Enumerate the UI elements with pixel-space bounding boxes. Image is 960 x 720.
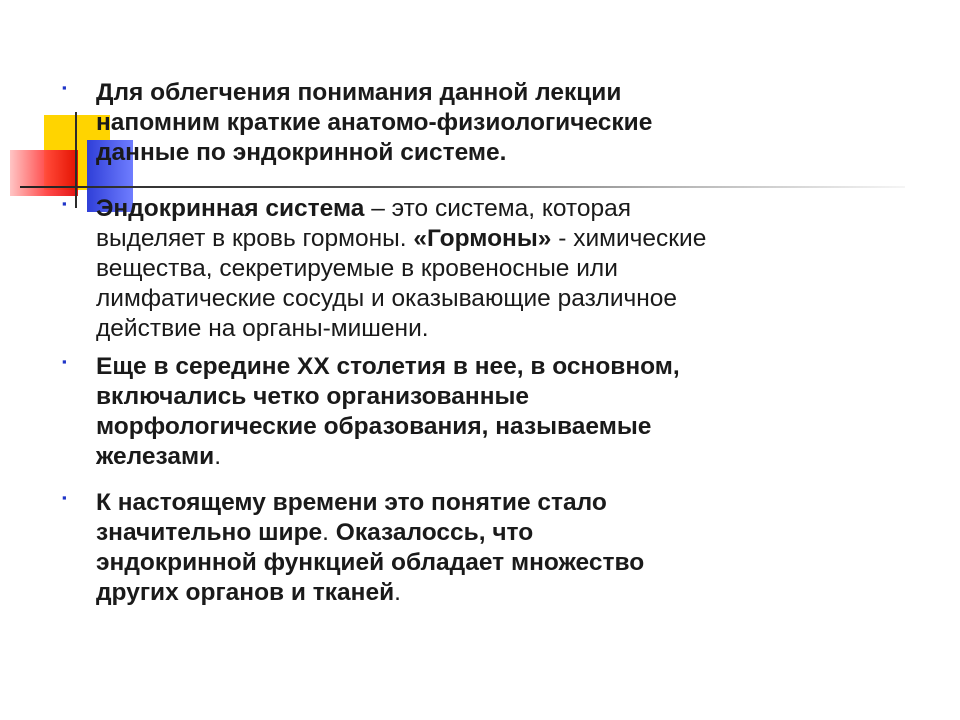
term-endocrine-system: Эндокринная система [96, 195, 365, 222]
definition-line: вещества, секретируемые в кровеносные или [96, 255, 618, 282]
modern-line: эндокринной функцией обладает множество [96, 549, 645, 576]
modern-line [96, 578, 922, 608]
definition-line [96, 194, 922, 224]
history-line: Еще в середине ХХ столетия в нее, в основном, [96, 353, 680, 380]
modern-text-bold: Оказалосcь, что [335, 519, 534, 546]
modern-text: . [394, 579, 401, 606]
definition-line [96, 224, 922, 254]
modern-text: . [322, 519, 336, 546]
bullet-history [62, 352, 922, 472]
history-text: . [214, 443, 222, 470]
slide-body [62, 78, 922, 608]
bullet-intro [62, 78, 922, 168]
term-hormones: «Гормоны» [413, 225, 552, 252]
definition-text: выделяет в кровь гормоны. [96, 225, 414, 252]
history-line: морфологические образования, называемые [96, 413, 652, 440]
definition-line: лимфатические сосуды и оказывающие различное [96, 285, 678, 312]
definition-text: - химические [551, 225, 707, 252]
modern-line: К настоящему времени это понятие стало [96, 489, 607, 516]
modern-line [96, 518, 922, 548]
bullet-mark-icon: ▪ [62, 196, 67, 211]
definition-text: – это система, которая [364, 195, 631, 222]
modern-text-bold: значительно шире [96, 519, 323, 546]
bullet-endocrine-definition [62, 194, 922, 344]
modern-text-bold: других органов и тканей [96, 579, 395, 606]
bullet-intro-line: данные по эндокринной системе. [96, 139, 507, 166]
bullet-intro-line: Для облегчения понимания данной лекции [96, 79, 622, 106]
bullet-mark-icon: ▪ [62, 354, 67, 369]
term-glands: железами [96, 443, 215, 470]
definition-line: действие на органы-мишени. [96, 315, 429, 342]
bullet-mark-icon: ▪ [62, 80, 67, 95]
history-line [96, 442, 922, 472]
history-line: включались четко организованные [96, 383, 530, 410]
bullet-intro-line: напомним краткие анатомо-физиологические [96, 109, 653, 136]
bullet-modern-view [62, 488, 922, 608]
bullet-mark-icon: ▪ [62, 490, 67, 505]
